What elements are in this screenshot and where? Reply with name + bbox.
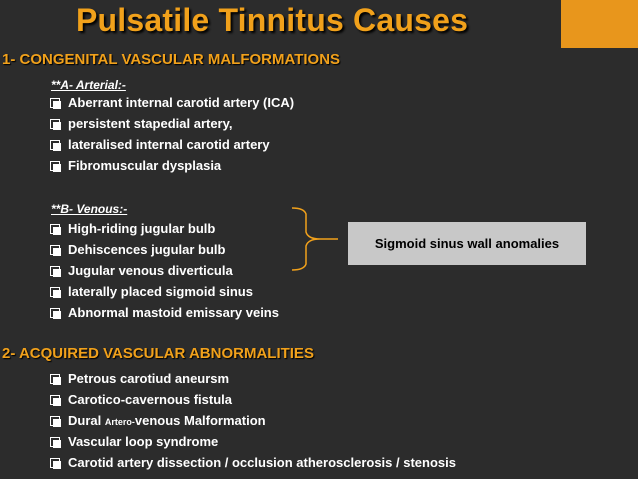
list-item-text: Petrous carotiud aneursm: [68, 371, 230, 386]
checkbox-bullet-icon: [50, 416, 60, 426]
checkbox-bullet-icon: [50, 161, 60, 171]
list-item-text: laterally placed sigmoid sinus: [68, 284, 253, 299]
right-brace-icon: [290, 206, 340, 272]
list-item-text: Vascular loop syndrome: [68, 434, 219, 449]
list-item: [50, 113, 294, 134]
list-item: [50, 92, 294, 113]
section-heading-congenital: 1- CONGENITAL VASCULAR MALFORMATIONS: [2, 51, 341, 68]
list-item-text: High-riding jugular bulb: [68, 221, 216, 236]
checkbox-bullet-icon: [50, 140, 60, 150]
section-heading-acquired: 2- ACQUIRED VASCULAR ABNORMALITIES: [2, 345, 314, 362]
list-item-text: Fibromuscular dysplasia: [68, 158, 222, 173]
list-item: [50, 431, 456, 452]
list-item: [50, 218, 279, 239]
checkbox-bullet-icon: [50, 308, 60, 318]
list-item: [50, 155, 294, 176]
list-item: [50, 302, 279, 323]
list-item-text: lateralised internal carotid artery: [68, 137, 270, 152]
arterial-subheading: **A- Arterial:-: [51, 78, 126, 92]
checkbox-bullet-icon: [50, 266, 60, 276]
checkbox-bullet-icon: [50, 245, 60, 255]
checkbox-bullet-icon: [50, 374, 60, 384]
checkbox-bullet-icon: [50, 119, 60, 129]
list-item-text: Carotid artery dissection / occlusion atherosclerosis / stenosis: [68, 455, 456, 470]
list-item-text: Aberrant internal carotid artery (ICA): [68, 95, 295, 110]
checkbox-bullet-icon: [50, 287, 60, 297]
list-item-text: Abnormal mastoid emissary veins: [68, 305, 279, 320]
list-item: [50, 134, 294, 155]
arterial-list: [50, 92, 294, 176]
venous-list: [50, 218, 279, 323]
list-item: [50, 368, 456, 389]
list-item-text: Jugular venous diverticula: [68, 263, 233, 278]
acquired-list: [50, 368, 456, 473]
item-text-pre: Dural: [68, 413, 105, 428]
slide-title: Pulsatile Tinnitus Causes: [76, 2, 469, 38]
checkbox-bullet-icon: [50, 98, 60, 108]
corner-accent-block: [561, 0, 638, 48]
checkbox-bullet-icon: [50, 395, 60, 405]
list-item-text: Carotico-cavernous fistula: [68, 392, 232, 407]
list-item-text: persistent stapedial artery,: [68, 116, 233, 131]
item-text-small: Artero-: [104, 417, 135, 427]
list-item-text: [68, 413, 266, 428]
list-item-text: Dehiscences jugular bulb: [68, 242, 226, 257]
list-item: [50, 410, 456, 431]
checkbox-bullet-icon: [50, 224, 60, 234]
list-item: [50, 389, 456, 410]
list-item: [50, 281, 279, 302]
checkbox-bullet-icon: [50, 458, 60, 468]
list-item: [50, 239, 279, 260]
venous-subheading: **B- Venous:-: [51, 202, 128, 216]
list-item: [50, 452, 456, 473]
checkbox-bullet-icon: [50, 437, 60, 447]
sigmoid-sinus-callout: Sigmoid sinus wall anomalies: [348, 222, 586, 265]
list-item: [50, 260, 279, 281]
item-text-post: venous Malformation: [134, 413, 266, 428]
